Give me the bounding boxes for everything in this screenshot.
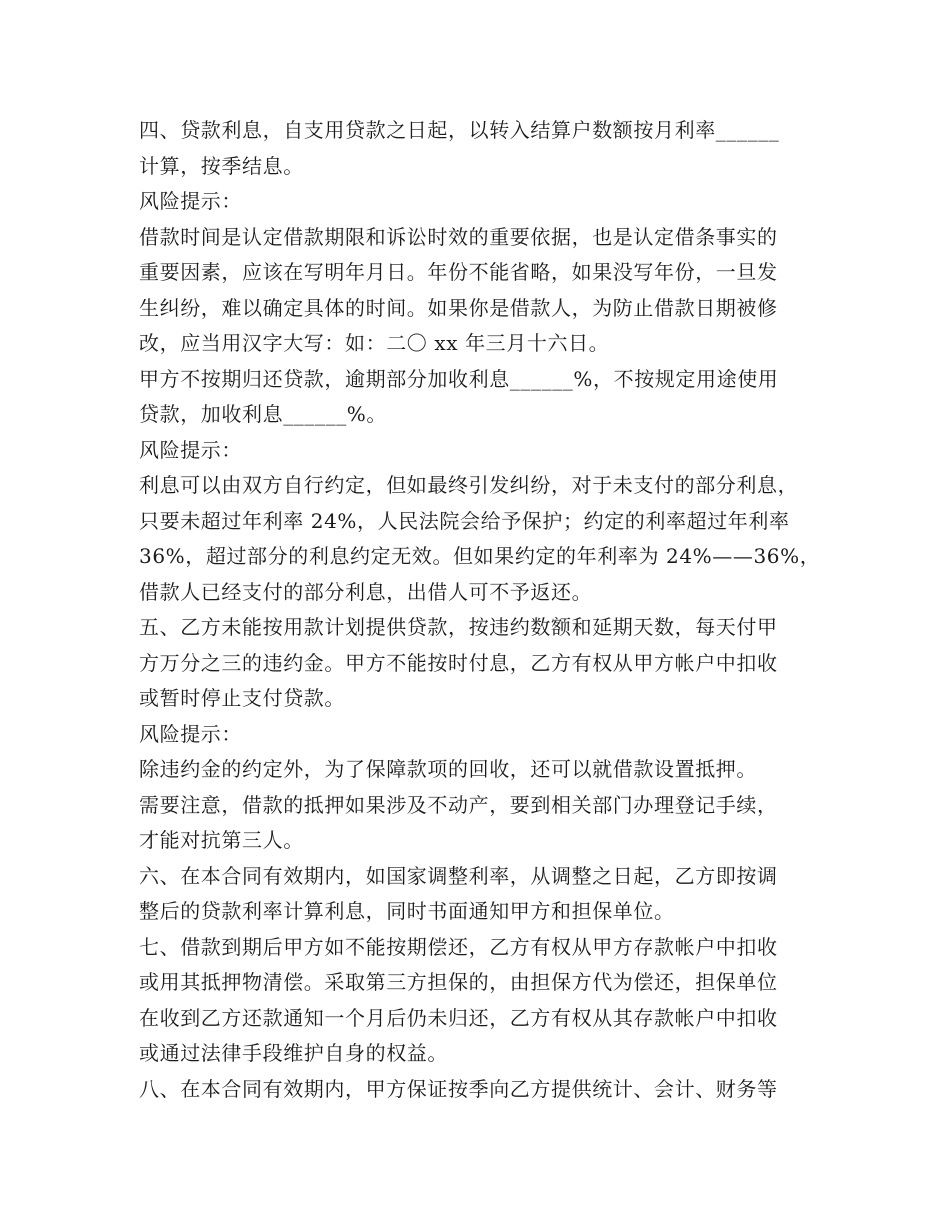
text-line: 生纠纷，难以确定具体的时间。如果你是借款人，为防止借款日期被修 — [139, 295, 778, 320]
text-line: 除违约金的约定外，为了保障款项的回收，还可以就借款设置抵押。 — [139, 757, 757, 781]
text-line: 借款时间是认定借款期限和诉讼时效的重要依据，也是认定借条事实的 — [139, 224, 778, 249]
text-line: 四、贷款利息，自支用贷款之日起，以转入结算户数额按月利率______ — [139, 118, 780, 142]
text-line: 五、乙方未能按用款计划提供贷款，按违约数额和延期天数，每天付甲 — [139, 615, 778, 639]
text-line: 七、借款到期后甲方如不能按期偿还，乙方有权从甲方存款帐户中扣收 — [139, 934, 778, 959]
text-line: 计算，按季结息。 — [139, 153, 304, 178]
risk-note-heading: 风险提示： — [139, 437, 242, 462]
text-line: 整后的贷款利率计算利息，同时书面通知甲方和担保单位。 — [139, 899, 675, 923]
text-line: 才能对抗第三人。 — [139, 828, 304, 852]
text-line: 借款人已经支付的部分利息，出借人可不予返还。 — [139, 579, 593, 604]
text-line: 利息可以由双方自行约定，但如最终引发纠纷，对于未支付的部分利息， — [139, 473, 799, 497]
text-line: 八、在本合同有效期内，甲方保证按季向乙方提供统计、会计、财务等 — [139, 1076, 778, 1101]
text-line: 在收到乙方还款通知一个月后仍未归还，乙方有权从其存款帐户中扣收 — [139, 1005, 778, 1030]
text-line: 方万分之三的违约金。甲方不能按时付息，乙方有权从甲方帐户中扣收 — [139, 650, 778, 675]
document-body — [139, 113, 829, 1107]
text-line: 甲方不按期归还贷款，逾期部分加收利息______%，不按规定用途使用 — [139, 366, 779, 391]
risk-note-heading: 风险提示： — [139, 721, 242, 746]
text-line: 只要未超过年利率 24%，人民法院会给予保护；约定的利率超过年利率 — [139, 508, 790, 533]
text-line: 改，应当用汉字大写：如：二〇 xx 年三月十六日。 — [139, 331, 610, 355]
text-line: 重要因素，应该在写明年月日。年份不能省略，如果没写年份，一旦发 — [139, 260, 778, 284]
text-line: 或通过法律手段维护自身的权益。 — [139, 1041, 448, 1065]
text-line: 或用其抵押物清偿。采取第三方担保的，由担保方代为偿还，担保单位 — [139, 970, 778, 994]
text-line: 36%，超过部分的利息约定无效。但如果约定的年利率为 24%——36%， — [139, 544, 821, 568]
risk-note-heading: 风险提示： — [139, 189, 242, 213]
text-line: 需要注意，借款的抵押如果涉及不动产，要到相关部门办理登记手续， — [139, 792, 778, 817]
text-line: 或暂时停止支付贷款。 — [139, 686, 345, 710]
text-line: 六、在本合同有效期内，如国家调整利率，从调整之日起，乙方即按调 — [139, 863, 778, 888]
text-line: 贷款，加收利息______%。 — [139, 402, 388, 426]
